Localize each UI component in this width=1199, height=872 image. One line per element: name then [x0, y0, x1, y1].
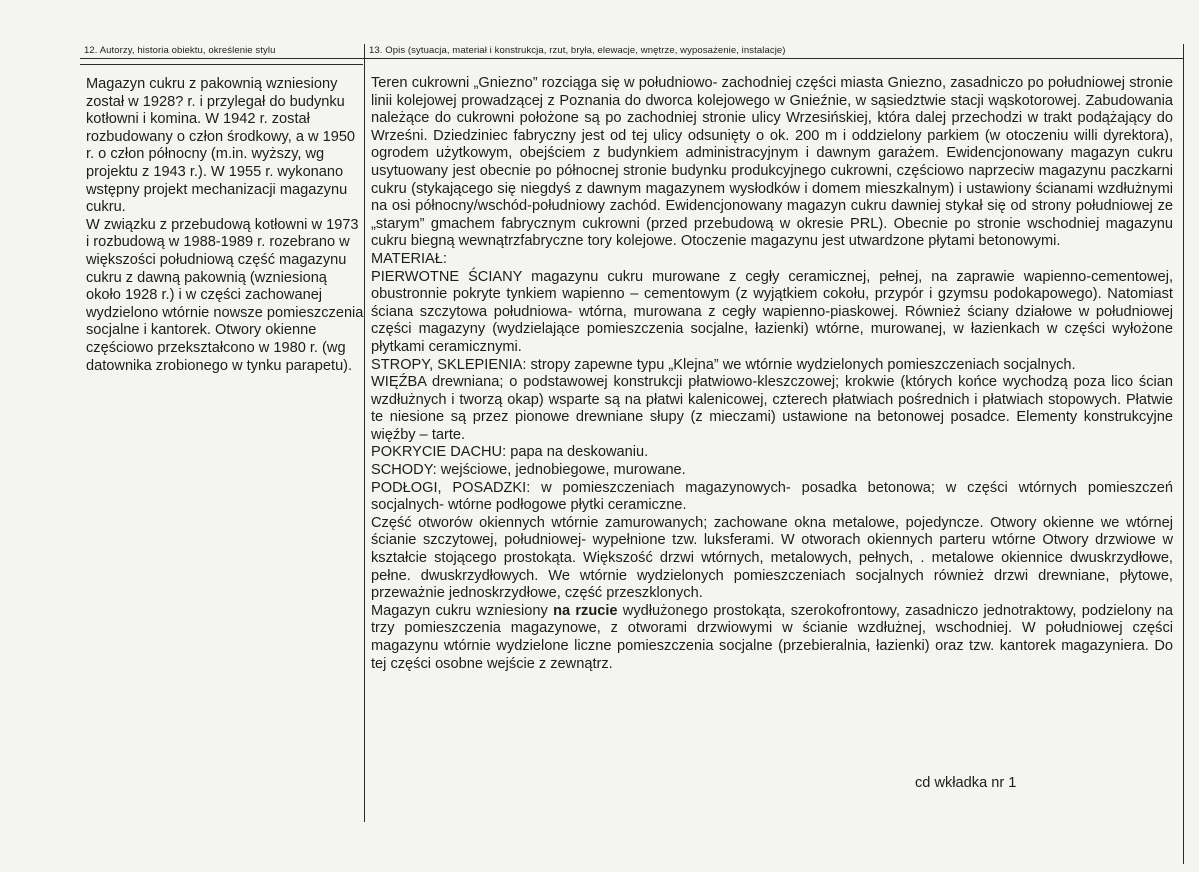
- left-column-header: 12. Autorzy, historia obiektu, określenie stylu: [84, 45, 276, 56]
- description-paragraph-walls: PIERWOTNE ŚCIANY magazynu cukru murowane z cegły ceramicznej, pełnej, na zaprawie wapienno-cementowej, obustronnie pokryte tynkiem wapienno – cementowym (z wyjątkiem cokołu, przypór i gzymsu podokapowego). Natomiast ściana szczytowa południowa- wtórna, murowana z cegły wapienno-piaskowej. Również ściany działowe w południowej części magazyny (wydzielające pomieszczenia socjalne, łazienki) wtórne, murowanej, w łazienkach w części wyłożone płytkami ceramicznymi.: [371, 268, 1173, 355]
- history-text: [86, 76, 364, 375]
- history-paragraph-2: W związku z przebudową kotłowni w 1973 i rozbudową w 1988-1989 r. rozebrano w większości południową część magazynu cukru z dawną pakownią (wzniesioną około 1928 r.) i w części zachowanej wydzielono wtórnie nowsze pomieszczenia socjalne i kantorek. Otwory okienne częściowo przekształcono w 1980 r. (wg datownika zrobionego w tynku parapetu).: [86, 216, 364, 374]
- description-paragraph-floors: PODŁOGI, POSADZKI: w pomieszczeniach magazynowych- posadka betonowa; w części wtórnych pomieszczeń socjalnych- wtórne podłogowe płytki ceramiczne.: [371, 479, 1173, 514]
- description-heading-material: MATERIAŁ:: [371, 250, 447, 267]
- description-paragraph-ceilings: STROPY, SKLEPIENIA: stropy zapewne typu „Klejna” we wtórnie wydzielonych pomieszczeniach socjalnych.: [371, 356, 1076, 373]
- right-border: [1183, 44, 1184, 864]
- plan-text-end: wydłużonego prostokąta, szerokofrontowy, zasadniczo jednotraktowy, podzielony na trzy pomieszczenia magazynowe, z otworami drzwiowymi w ścianie wzdłużnej, wschodniej. W południowej części magazynu wtórnie wydzielone liczne pomieszczenia socjalne (przebieralnia, łazienki) oraz tzw. kantorek magazyniera. Do tej części osobne wejście z zewnątrz.: [371, 602, 1173, 672]
- description-paragraph-openings: Część otworów okiennych wtórnie zamurowanych; zachowane okna metalowe, pojedyncze. Otwory okienne we wtórnej ścianie szczytowej, południowej- wypełnione tzw. luksferami. W otworach okiennych parteru wtórne Otwory drzwiowe w kształcie stojącego prostokąta. Większość drzwi wtórnych, metalowych, pełnych, . metalowe okiennice dwuskrzydłowe, pełne. dwuskrzydłowych. We wtórnie wydzielonych pomieszczeniach socjalnych również drzwi drewniane, płytowe, przeważnie jednoskrzydłowe, część przeszklonych.: [371, 514, 1173, 602]
- continuation-note: cd wkładka nr 1: [915, 775, 1017, 791]
- column-divider: [364, 44, 365, 822]
- plan-text-bold: na rzucie: [553, 602, 618, 619]
- description-text: [371, 75, 1173, 673]
- right-column-header: 13. Opis (sytuacja, materiał i konstrukcja, rzut, bryła, elewacje, wnętrze, wyposażenie, instalacje): [369, 45, 786, 56]
- description-paragraph-stairs: SCHODY: wejściowe, jednobiegowe, murowane.: [371, 462, 686, 479]
- description-paragraph-roofing: POKRYCIE DACHU: papa na deskowaniu.: [371, 444, 649, 461]
- top-border: [80, 58, 1184, 59]
- history-paragraph-1: Magazyn cukru z pakownią wzniesiony został w 1928? r. i przylegał do budynku kotłowni i komina. W 1942 r. został rozbudowany o człon środkowy, a w 1950 r. o człon północny (m.in. wyższy, wg projektu z 1943 r.). W 1955 r. wykonano wstępny projekt mechanizacji magazynu cukru.: [86, 76, 356, 216]
- description-paragraph-site: Teren cukrowni „Gniezno” rozciąga się w południowo- zachodniej części miasta Gniezno, zasadniczo po południowej stronie linii kolejowej prowadzącej z Poznania do dworca kolejowego w Gnieźnie, w sąsiedztwie stacji wąskotorowej. Zabudowania należące do cukrowni położone są po zachodniej stronie ulicy Wrzesińskiej, która dalej przechodzi w trakt podążający do Wrześni. Dziedziniec fabryczny jest od tej ulicy odsunięty o ok. 200 m i oddzielony parkiem (w otoczeniu willi dyrektora), ogrodem użytkowym, obejściem z budynkiem administracyjnym i dawnym garażem. Ewidencjonowany magazyn cukru usytuowany jest obecnie po północnej stronie budynku produkcyjnego cukrowni, częściowo naprzeciw magazynu paczkarni cukru (stykającego się niegdyś z dawnym magazynem wysłodków i domem mieszkalnym) i ustawiony ścianami wzdłużnymi na osi północny/wschód-południowy zachód. Ewidencjonowany magazyn cukru dawniej stykał się od strony południowej ze „starym” gmachem fabrycznym cukrowni (przed przebudową w okresie PRL). Obecnie po stronie wschodniej magazynu cukru biegną wewnątrzfabryczne tory kolejowe. Otoczenie magazynu jest utwardzone płytami betonowymi.: [371, 75, 1173, 250]
- description-paragraph-plan: [371, 603, 1173, 673]
- left-header-underline: [80, 64, 363, 65]
- description-paragraph-roof-truss: WIĘŹBA drewniana; o podstawowej konstrukcji płatwiowo-kleszczowej; krokwie (których końce wychodzą poza lico ścian wzdłużnych i tworzą okap) wsparte są na płatwi kalenicowej, czterech płatwiach pośrednich i płatwiach stopowych. Płatwie te niesione są przez pionowe drewniane słupy (z mieczami) ustawione na betonowej posadce. Elementy konstrukcyjne więźby – tarte.: [371, 374, 1173, 443]
- plan-text-start: Magazyn cukru wzniesiony: [371, 602, 554, 619]
